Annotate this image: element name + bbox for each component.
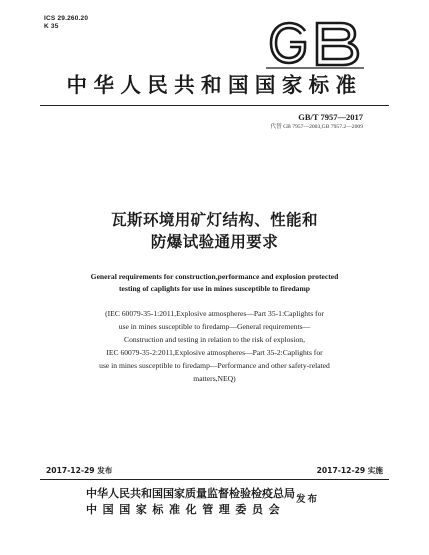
header-divider bbox=[40, 105, 389, 106]
implement-date: 2017-12-29 实施 bbox=[316, 466, 383, 475]
footer-divider bbox=[40, 479, 389, 480]
cn-title-line-1: 瓦斯环境用矿灯结构、性能和 bbox=[111, 211, 318, 229]
en-title-line-1: General requirements for construction,performance and explosion protected bbox=[90, 272, 339, 281]
iec-ref-line-4: IEC 60079-35-2:2011,Explosive atmospheres—Part 35-2:Caplights for bbox=[106, 348, 323, 357]
issue-date: 2017-12-29 发布 bbox=[46, 466, 113, 475]
ccs-code: K 35 bbox=[44, 23, 59, 30]
iec-ref-line-2: use in mines susceptible to firedamp—General requirements— bbox=[118, 322, 311, 331]
standard-code: GB/T 7957—2017 bbox=[298, 112, 363, 122]
cn-title-line-2: 防爆试验通用要求 bbox=[150, 233, 279, 251]
iec-ref-line-3: Construction and testing in relation to the risk of explosion, bbox=[124, 335, 305, 344]
iec-ref-line-6: matters,NEQ) bbox=[193, 374, 236, 383]
replaces-note: 代替 GB 7957—2003,GB 7957.2—2009 bbox=[270, 124, 363, 130]
issuer-aqsiq: 中华人民共和国国家质量监督检验检疫总局 bbox=[86, 487, 295, 500]
iec-ref-line-1: (IEC 60079-35-1:2011,Explosive atmospheres—Part 35-1:Caplights for bbox=[105, 309, 324, 318]
gb-logo bbox=[265, 15, 365, 73]
en-title-line-2: testing of caplights for use in mines susceptible to firedamp bbox=[118, 284, 311, 293]
standard-name: 中华人民共和国国家标准 bbox=[66, 73, 363, 97]
iec-ref-line-5: use in mines susceptible to firedamp—Performance and other safety-related bbox=[99, 361, 330, 370]
issuer-sac: 中国国家标准化管理委员会 bbox=[86, 503, 286, 516]
publish-label: 发布 bbox=[296, 494, 320, 505]
ics-code: ICS 29.260.20 bbox=[44, 15, 89, 22]
